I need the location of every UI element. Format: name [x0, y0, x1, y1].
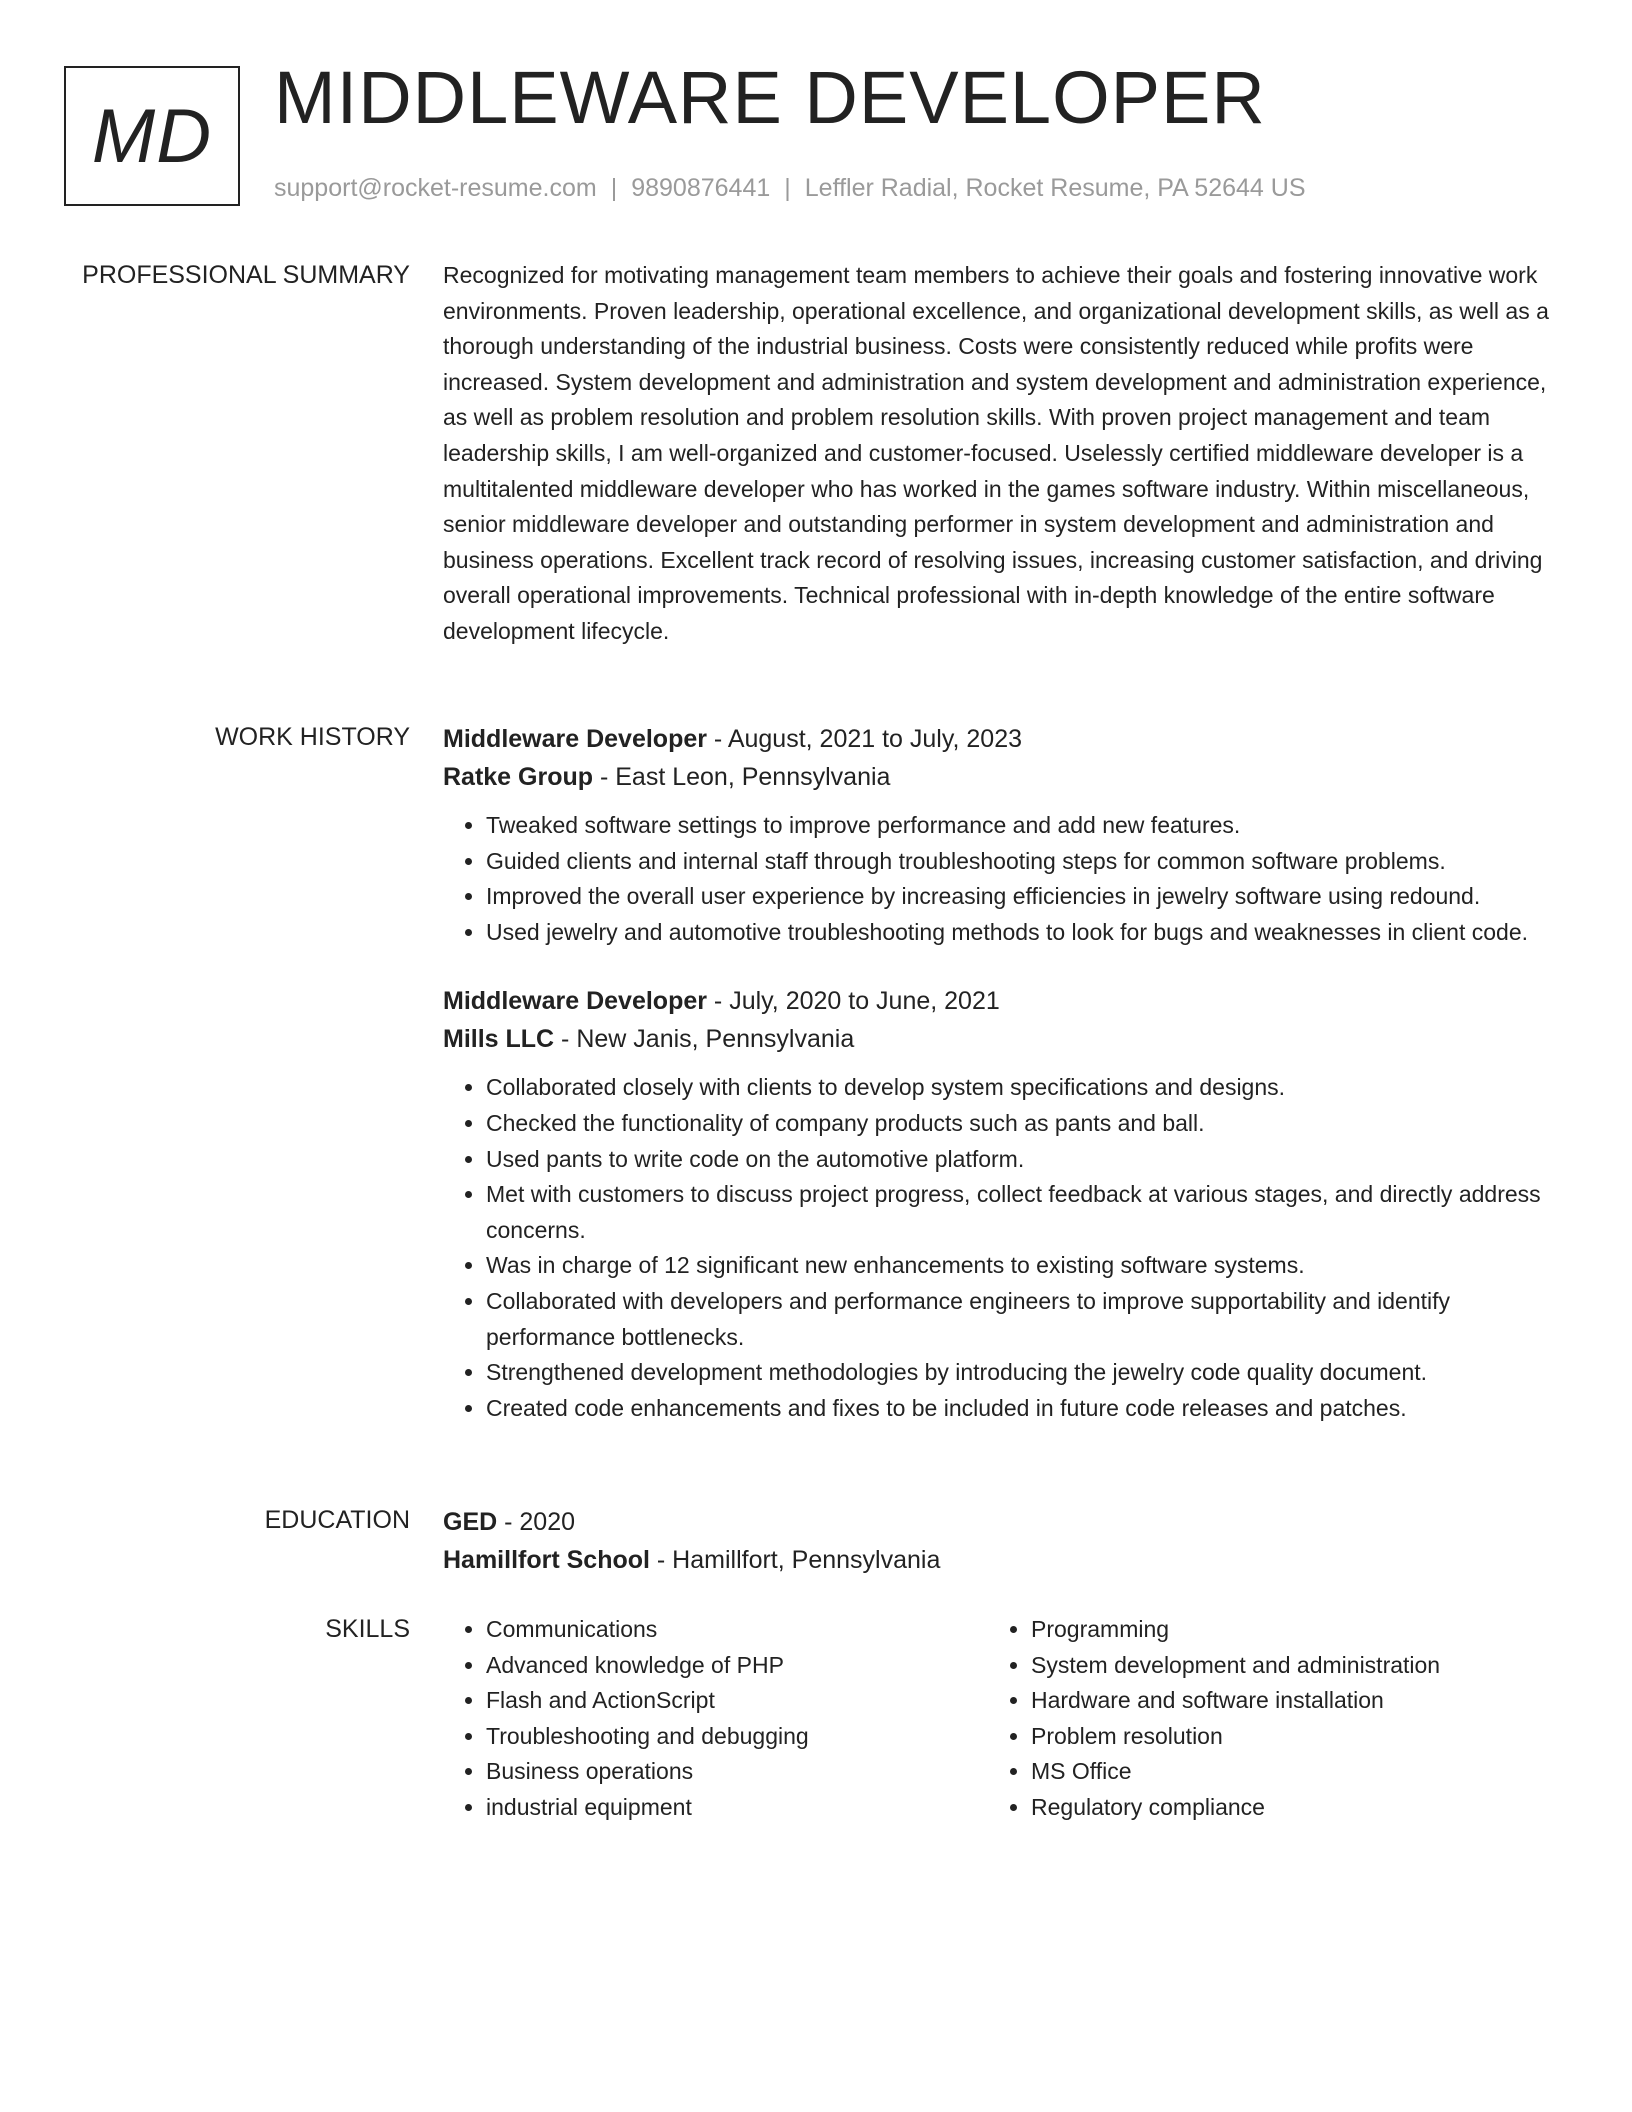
section-heading-skills: SKILLS	[325, 1615, 410, 1643]
contact-line	[274, 172, 1306, 205]
job-bullet: • Guided clients and internal staff through troubleshooting steps for common software problems.	[486, 844, 1553, 880]
job-dates: - July, 2020 to June, 2021	[706, 987, 1000, 1016]
monogram-box	[64, 66, 240, 206]
job-bullet: • Met with customers to discuss project progress, collect feedback at various stages, and directly address concerns.	[486, 1177, 1553, 1248]
contact-separator: |	[610, 174, 618, 202]
skill-item: • Advanced knowledge of PHP	[486, 1648, 988, 1684]
contact-email: support@rocket-resume.com	[274, 174, 597, 202]
education-location: - Hamillfort, Pennsylvania	[649, 1546, 941, 1574]
skills-body	[443, 1612, 1553, 1826]
work-history-body	[443, 720, 1553, 1426]
job-bullet-list	[443, 1070, 1553, 1426]
skills-list	[443, 1612, 988, 1826]
job-bullet: • Was in charge of 12 significant new enhancements to existing software systems.	[486, 1248, 1553, 1284]
job-company-line	[443, 1020, 1553, 1058]
skills-column-right	[988, 1612, 1533, 1826]
skill-item: • Business operations	[486, 1754, 988, 1790]
skill-item: • Problem resolution	[1031, 1719, 1533, 1755]
contact-separator: |	[784, 174, 791, 202]
job-bullet: • Used pants to write code on the automotive platform.	[486, 1142, 1553, 1178]
contact-address: Leffler Radial, Rocket Resume, PA 52644 US	[804, 174, 1306, 202]
skill-item: • Flash and ActionScript	[486, 1683, 988, 1719]
job-dates: - August, 2021 to July, 2023	[706, 725, 1023, 753]
skill-item: • Communications	[486, 1612, 988, 1648]
skills-list	[988, 1612, 1533, 1826]
summary-text: Recognized for motivating management team members to achieve their goals and fostering innovative work environments. Proven leadership, operational excellence, and organizational development skills, as well as a thorough understanding of the industrial business. Costs were consistently reduced while profits were increased. System development and administration and system development and administration experience, as well as problem resolution and problem resolution skills. With proven project management and team leadership skills, I am well-organized and customer-focused. Uselessly certified middleware developer is a multitalented middleware developer who has worked in the games software industry. Within miscellaneous, senior middleware developer and outstanding performer in system development and administration and business operations. Excellent track record of resolving issues, increasing customer satisfaction, and driving overall operational improvements. Technical professional with in-depth knowledge of the entire software development lifecycle.	[443, 262, 1549, 644]
education-degree: GED	[443, 1508, 498, 1536]
job-company: Ratke Group	[443, 763, 594, 791]
education-year: - 2020	[497, 1508, 576, 1536]
job-bullet: • Improved the overall user experience by increasing efficiencies in jewelry software using redound.	[486, 879, 1553, 915]
job-entry	[443, 982, 1553, 1426]
education-school-line	[443, 1541, 1553, 1579]
education-body	[443, 1503, 1553, 1579]
skill-item: • Troubleshooting and debugging	[486, 1719, 988, 1755]
job-bullet: • Strengthened development methodologies by introducing the jewelry code quality document.	[486, 1355, 1553, 1391]
job-entry	[443, 720, 1553, 950]
skills-column-left	[443, 1612, 988, 1826]
job-bullet: • Collaborated closely with clients to develop system specifications and designs.	[486, 1070, 1553, 1106]
job-title-line	[443, 982, 1553, 1020]
summary-body	[443, 258, 1553, 650]
section-heading-work-history: WORK HISTORY	[215, 723, 410, 751]
job-title: Middleware Developer	[443, 987, 707, 1016]
job-bullet: • Checked the functionality of company products such as pants and ball.	[486, 1106, 1553, 1142]
skill-item: • industrial equipment	[486, 1790, 988, 1826]
job-location: - East Leon, Pennsylvania	[593, 763, 891, 791]
skill-item: • MS Office	[1031, 1754, 1533, 1790]
job-company: Mills LLC	[443, 1025, 555, 1054]
job-company-line	[443, 758, 1553, 796]
education-school: Hamillfort School	[443, 1546, 650, 1574]
job-bullet: • Used jewelry and automotive troubleshooting methods to look for bugs and weaknesses in client code.	[486, 915, 1553, 951]
education-degree-line	[443, 1503, 1553, 1541]
skill-item: • System development and administration	[1031, 1648, 1533, 1684]
skill-item: • Regulatory compliance	[1031, 1790, 1533, 1826]
contact-phone: 9890876441	[631, 174, 771, 202]
job-bullet-list	[443, 808, 1553, 950]
job-title-line	[443, 720, 1553, 758]
section-heading-education: EDUCATION	[264, 1506, 410, 1534]
skill-item: • Hardware and software installation	[1031, 1683, 1533, 1719]
monogram-initials: MD	[91, 93, 213, 179]
job-title: Middleware Developer	[443, 725, 707, 753]
section-heading-summary: PROFESSIONAL SUMMARY	[82, 261, 410, 289]
job-location: - New Janis, Pennsylvania	[554, 1025, 855, 1054]
job-bullet: • Tweaked software settings to improve performance and add new features.	[486, 808, 1553, 844]
job-bullet: • Collaborated with developers and performance engineers to improve supportability and identify performance bottlenecks.	[486, 1284, 1553, 1355]
job-bullet: • Created code enhancements and fixes to be included in future code releases and patches.	[486, 1391, 1553, 1427]
skill-item: • Programming	[1031, 1612, 1533, 1648]
resume-title: MIDDLEWARE DEVELOPER	[274, 56, 1266, 139]
